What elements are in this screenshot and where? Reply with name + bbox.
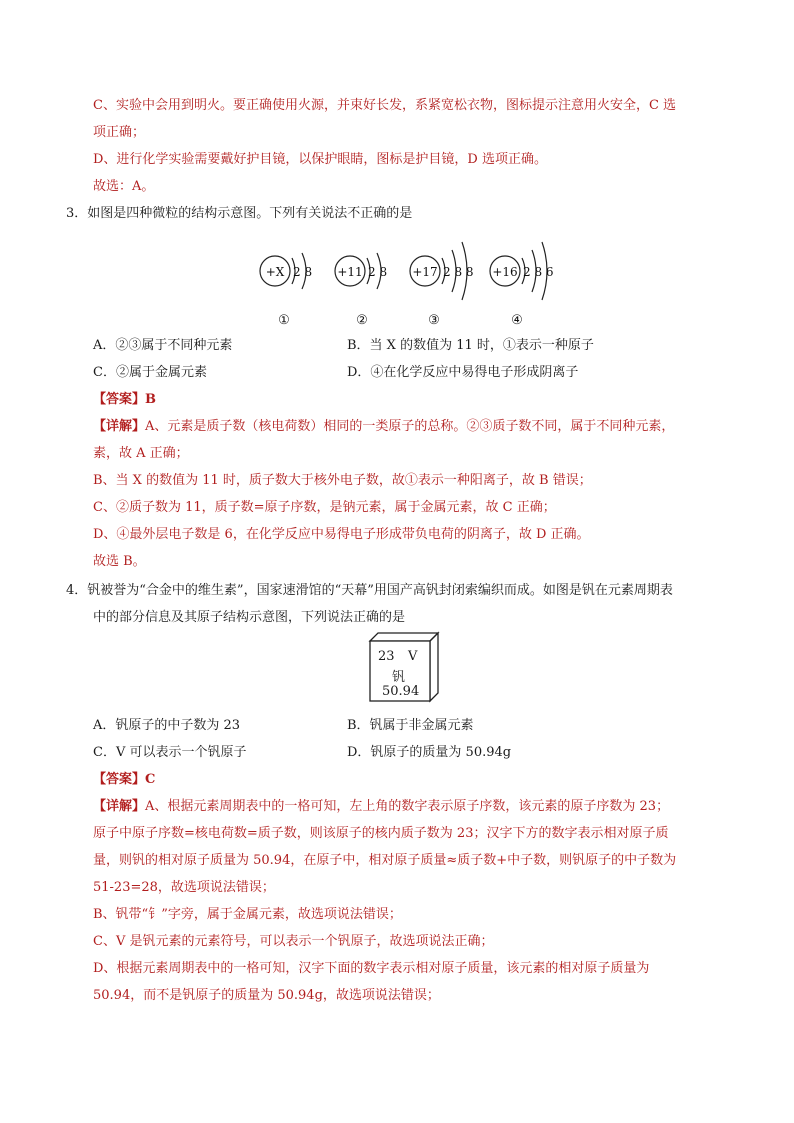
q4-explain-line-5: B、钒带“钅”字旁，属于金属元素，故选项说法错误； bbox=[93, 907, 402, 922]
particle-4-nucleus: +16 bbox=[492, 265, 518, 279]
particle-3-nucleus: +17 bbox=[412, 265, 438, 279]
q3-explain-text-1: A、元素是质子数（核电荷数）相同的一类原子的总称。②③质子数不同，属于不同种元素， bbox=[145, 419, 675, 434]
particle-1-label: ① bbox=[278, 313, 290, 328]
q4-explain-line-1 bbox=[93, 797, 669, 817]
q3-option-c: C．②属于金属元素 bbox=[93, 365, 207, 380]
q3-explain-line-4: C、②质子数为 11，质子数=原子序数，是钠元素，属于金属元素，故 C 正确； bbox=[93, 500, 556, 515]
q3-particle-diagrams bbox=[0, 228, 794, 328]
element-symbol: V bbox=[408, 649, 418, 664]
q3-option-a: A．②③属于不同种元素 bbox=[93, 338, 233, 353]
q4-option-a: A．钒原子的中子数为 23 bbox=[93, 718, 241, 733]
q3-stem-line bbox=[66, 204, 412, 224]
particle-3-electrons: 2 8 8 bbox=[443, 265, 474, 279]
prev-choice: 故选：A。 bbox=[93, 179, 155, 194]
element-cell bbox=[370, 641, 430, 701]
element-mass: 50.94 bbox=[382, 684, 420, 699]
q4-option-c: C．V 可以表示一个钒原子 bbox=[93, 745, 247, 760]
q4-stem-1: 钒被誉为“合金中的维生素”，国家速滑馆的“天幕”用国产高钒封闭索编织而成。如图是钒在元素周期表 bbox=[87, 583, 673, 598]
element-atomic-number: 23 bbox=[378, 649, 395, 664]
q3-explain-line-3: B、当 X 的数值为 11 时，质子数大于核外电子数，故①表示一种阳离子，故 B 错误； bbox=[93, 473, 592, 488]
prev-c-line2: 项正确； bbox=[93, 125, 146, 140]
q4-stem-line-2: 中的部分信息及其原子结构示意图，下列说法正确的是 bbox=[93, 610, 406, 625]
particle-1-nucleus: +X bbox=[265, 265, 285, 279]
particle-1-electrons: 2 8 bbox=[293, 265, 313, 279]
q3-explain-line-2: 素，故 A 正确； bbox=[93, 446, 189, 461]
q4-option-d: D．钒原子的质量为 50.94g bbox=[347, 745, 512, 760]
q3-number: 3． bbox=[66, 206, 88, 221]
particle-2-electrons: 2 8 bbox=[368, 265, 388, 279]
q3-option-d: D．④在化学反应中易得电子形成阴离子 bbox=[347, 365, 579, 380]
particle-3-label: ③ bbox=[428, 313, 440, 328]
particle-2-nucleus: +11 bbox=[337, 265, 363, 279]
q3-stem: 如图是四种微粒的结构示意图。下列有关说法不正确的是 bbox=[87, 206, 413, 221]
prev-c-line1: C、实验中会用到明火。要正确使用火源，并束好长发，系紧宽松衣物，图标提示注意用火安全，C 选 bbox=[93, 98, 677, 113]
q3-explain-line-1 bbox=[93, 417, 674, 437]
q4-answer: 【答案】C bbox=[93, 772, 156, 787]
q4-explain-text-1: A、根据元素周期表中的一格可知，左上角的数字表示原子序数，该元素的原子序数为 23； bbox=[145, 799, 670, 814]
q3-answer: 【答案】B bbox=[93, 392, 156, 407]
particle-4-electrons: 2 8 6 bbox=[523, 265, 554, 279]
element-name: 钒 bbox=[392, 670, 406, 685]
q4-explain-line-7: D、根据元素周期表中的一格可知，汉字下面的数字表示相对原子质量，该元素的相对原子质量为 bbox=[93, 961, 650, 976]
q3-explain-line-5: D、④最外层电子数是 6，在化学反应中易得电子形成带负电荷的阴离子，故 D 正确。 bbox=[93, 527, 590, 542]
q4-option-b: B．钒属于非金属元素 bbox=[347, 718, 474, 733]
q4-explain-line-3: 量，则钒的相对原子质量为 50.94，在原子中，相对原子质量≈质子数+中子数，则钒原子的中子数为 bbox=[93, 853, 677, 868]
q4-explain-line-4: 51-23=28，故选项说法错误； bbox=[93, 880, 275, 895]
q4-explain-label: 【详解】 bbox=[93, 799, 146, 814]
q3-choice: 故选 B。 bbox=[93, 554, 146, 569]
q4-number: 4． bbox=[66, 583, 88, 598]
q4-explain-line-6: C、V 是钒元素的元素符号，可以表示一个钒原子，故选项说法正确； bbox=[93, 934, 494, 949]
particle-2-label: ② bbox=[356, 313, 368, 328]
q4-explain-line-2: 原子中原子序数=核电荷数=质子数，则该原子的核内质子数为 23；汉字下方的数字表示相对原子质 bbox=[93, 826, 669, 841]
q3-explain-label: 【详解】 bbox=[93, 419, 146, 434]
prev-d-line: D、进行化学实验需要戴好护目镜，以保护眼睛，图标是护目镜，D 选项正确。 bbox=[93, 152, 547, 167]
q4-explain-line-8: 50.94，而不是钒原子的质量为 50.94g，故选项说法错误； bbox=[93, 988, 440, 1003]
particle-4-label: ④ bbox=[511, 313, 523, 328]
q3-option-b: B．当 X 的数值为 11 时，①表示一种原子 bbox=[347, 338, 594, 353]
q4-stem-line-1 bbox=[66, 581, 673, 601]
